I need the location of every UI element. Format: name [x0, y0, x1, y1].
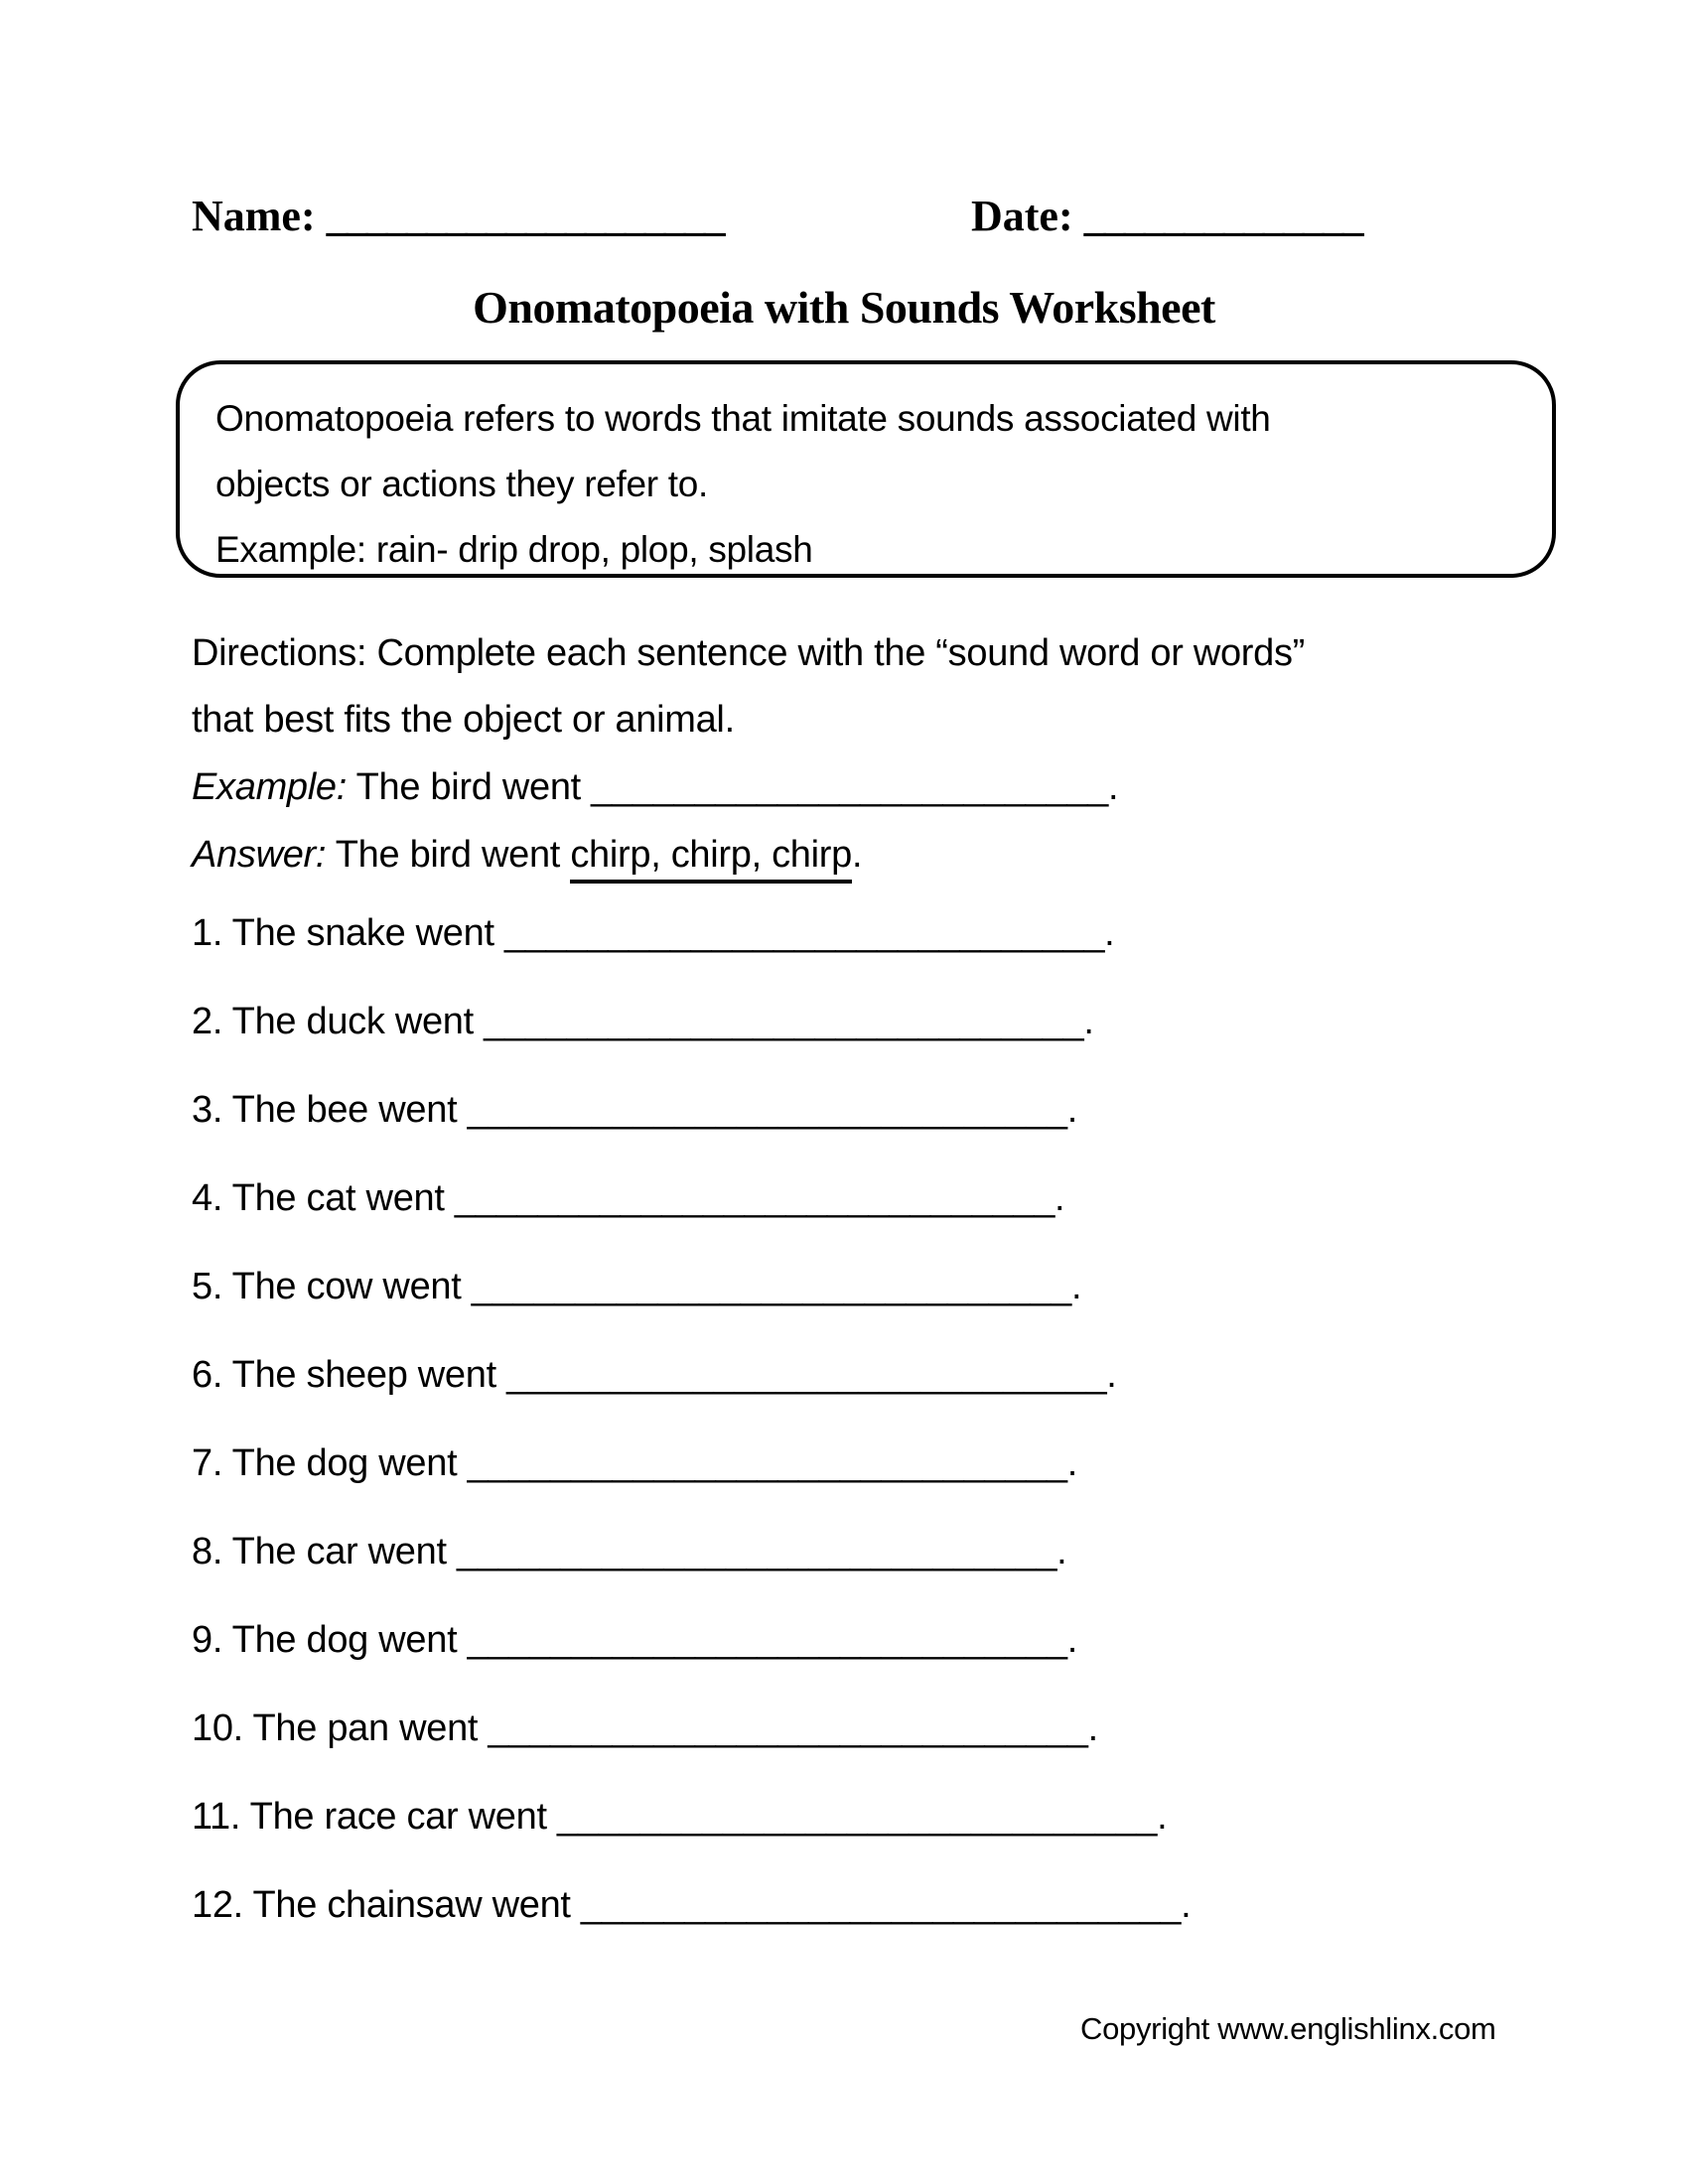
date-blank-line: ______________ [1083, 192, 1362, 240]
directions [192, 620, 1305, 753]
copyright-text: Copyright www.englishlinx.com [1080, 2011, 1496, 2046]
answer-text: The bird went [326, 834, 571, 876]
answer-underlined-words: chirp, chirp, chirp [570, 834, 852, 884]
date-field-row [971, 191, 1362, 241]
name-blank-line: ____________________ [326, 192, 724, 240]
definition-line-2: objects or actions they refer to. [215, 464, 709, 504]
name-label: Name: [192, 192, 327, 240]
answer-period: . [851, 834, 863, 876]
example-sentence [192, 766, 1118, 809]
example-period: . [1108, 766, 1119, 808]
question-item-9: 9. The dog went _____________________________. [192, 1619, 1078, 1661]
directions-line-1: Directions: Complete each sentence with the “sound word or words” [192, 632, 1306, 674]
directions-line-2: that best fits the object or animal. [192, 699, 735, 741]
question-item-3: 3. The bee went _____________________________. [192, 1089, 1078, 1131]
question-item-10: 10. The pan went _____________________________. [192, 1707, 1098, 1749]
definition-box [176, 360, 1556, 578]
example-blank-line: _________________________ [591, 766, 1109, 808]
question-item-6: 6. The sheep went _____________________________. [192, 1354, 1117, 1396]
definition-line-3: Example: rain- drip drop, plop, splash [215, 529, 813, 570]
answer-sentence [192, 834, 862, 884]
example-text: The bird went [347, 766, 592, 808]
definition-line-1: Onomatopoeia refers to words that imitate sounds associated with [215, 398, 1271, 439]
question-list [192, 909, 1191, 1970]
question-item-8: 8. The car went _____________________________. [192, 1531, 1067, 1572]
question-item-7: 7. The dog went _____________________________. [192, 1442, 1078, 1484]
date-label: Date: [971, 192, 1084, 240]
name-field-row [192, 191, 724, 241]
question-item-4: 4. The cat went _____________________________. [192, 1177, 1065, 1219]
example-label: Example: [192, 766, 348, 808]
answer-label: Answer: [192, 834, 327, 876]
question-item-11: 11. The race car went _____________________________. [192, 1796, 1168, 1838]
page-title: Onomatopoeia with Sounds Worksheet [473, 282, 1215, 333]
question-item-2: 2. The duck went _____________________________. [192, 1001, 1094, 1042]
question-item-5: 5. The cow went _____________________________. [192, 1266, 1082, 1307]
question-item-12: 12. The chainsaw went _____________________________. [192, 1884, 1192, 1926]
question-item-1: 1. The snake went _____________________________. [192, 912, 1115, 954]
